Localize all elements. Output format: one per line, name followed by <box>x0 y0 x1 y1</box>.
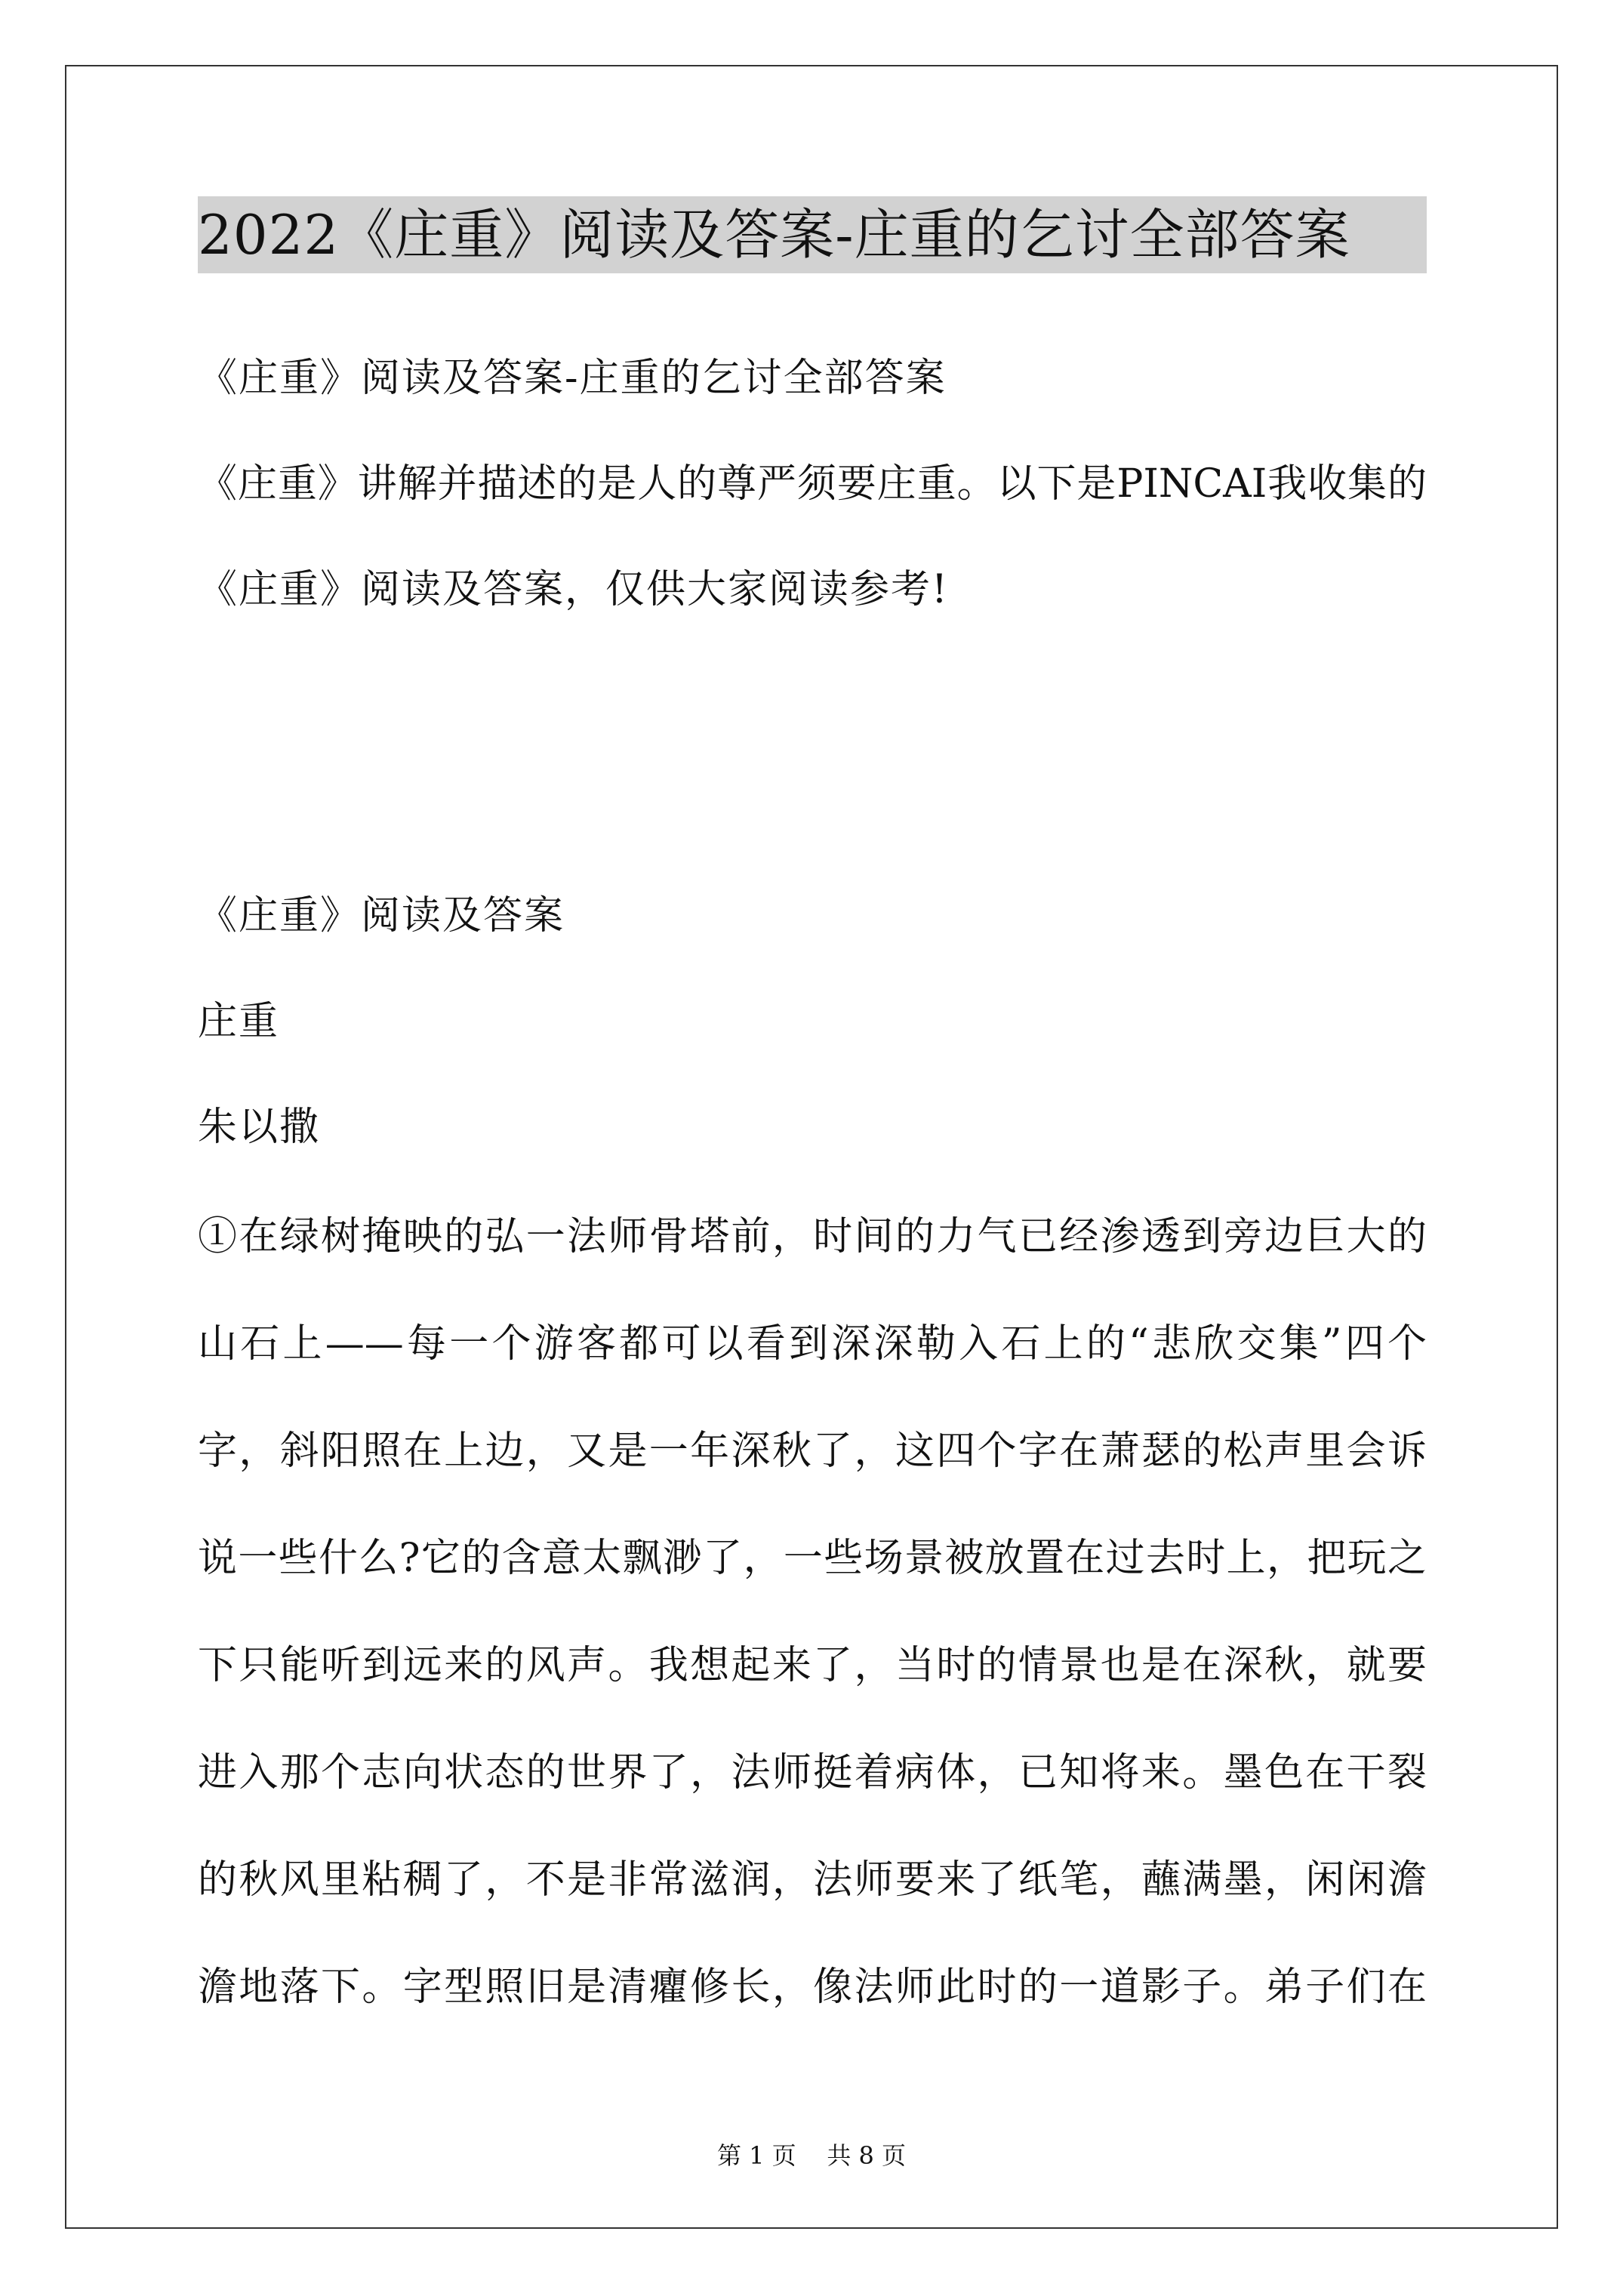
body-line: 进入那个志向状态的世界了，法师挺着病体，已知将来。墨色在干裂 <box>198 1750 1427 1795</box>
intro-line: 《庄重》阅读及答案，仅供大家阅读参考! <box>198 567 949 612</box>
body-line: 字，斜阳照在上边，又是一年深秋了，这四个字在萧瑟的松声里会诉 <box>198 1428 1427 1474</box>
body-line: ①在绿树掩映的弘一法师骨塔前，时间的力气已经渗透到旁边巨大的 <box>198 1214 1427 1259</box>
body-line: 山石上——每一个游客都可以看到深深勒入石上的“悲欣交集”四个 <box>198 1321 1427 1367</box>
body-line: 下只能听到远来的风声。我想起来了，当时的情景也是在深秋，就要 <box>198 1643 1427 1688</box>
document-title: 2022《庄重》阅读及答案-庄重的乞讨全部答案 <box>198 196 1427 273</box>
essay-title: 庄重 <box>198 999 280 1044</box>
essay-author: 朱以撒 <box>198 1105 321 1150</box>
body-line: 说一些什么?它的含意太飘渺了，一些场景被放置在过去时上，把玩之 <box>198 1536 1427 1581</box>
body-line: 的秋风里粘稠了，不是非常滋润，法师要来了纸笔，蘸满墨，闲闲澹 <box>198 1857 1427 1903</box>
section-heading: 《庄重》阅读及答案 <box>198 893 565 938</box>
body-line: 澹地落下。字型照旧是清癯修长，像法师此时的一道影子。弟子们在 <box>198 1965 1427 2010</box>
page-number: 第 1 页 共 8 页 <box>716 2141 907 2170</box>
intro-line: 《庄重》阅读及答案-庄重的乞讨全部答案 <box>198 356 947 401</box>
intro-line: 《庄重》讲解并描述的是人的尊严须要庄重。以下是PINCAI我收集的 <box>198 461 1427 507</box>
